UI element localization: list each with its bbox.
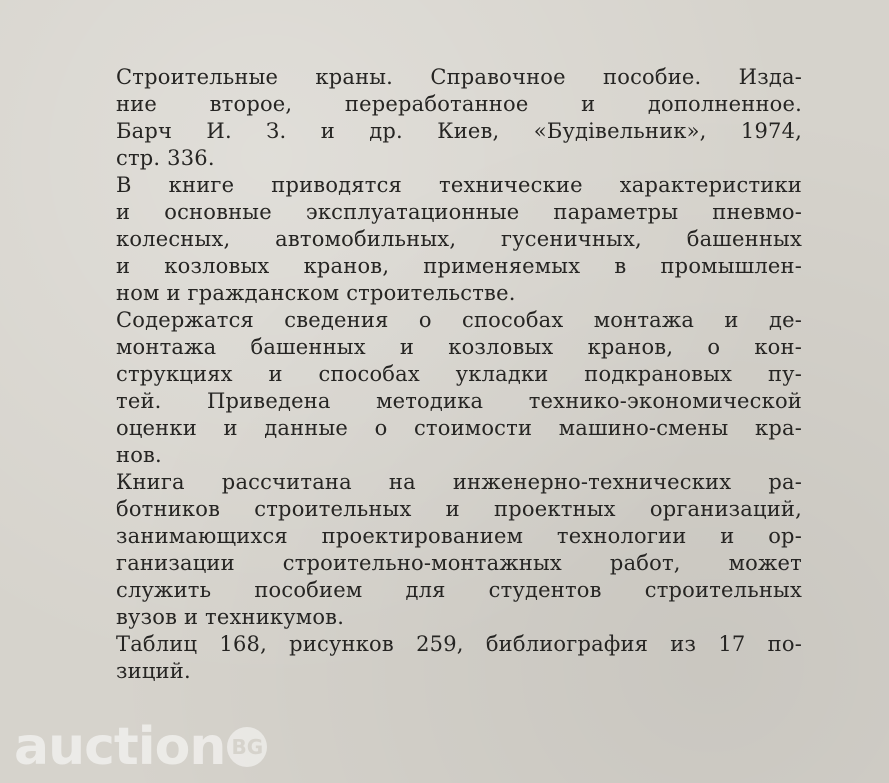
text-line: ном и гражданском строительстве. xyxy=(116,281,516,305)
text-line: ботников строительных и проектных организаций, xyxy=(116,497,802,521)
text-line: вузов и техникумов. xyxy=(116,605,345,629)
watermark-badge: BG xyxy=(227,727,267,767)
text-line: и основные эксплуатационные параметры пневмо- xyxy=(116,200,802,224)
paragraph-contents xyxy=(116,172,802,307)
text-line: Барч И. З. и др. Киев, «Будівельник», 1974, xyxy=(116,119,802,143)
text-line: служить пособием для студентов строительных xyxy=(116,578,802,602)
text-line: Строительные краны. Справочное пособие. Изда- xyxy=(116,65,802,89)
text-line: ганизации строительно-монтажных работ, может xyxy=(116,551,802,575)
paragraph-bibliographic xyxy=(116,64,802,172)
text-line: нов. xyxy=(116,443,162,467)
text-line: Таблиц 168, рисунков 259, библиография из 17 по- xyxy=(116,632,802,656)
text-line: монтажа башенных и козловых кранов, о кон- xyxy=(116,335,802,359)
text-line: Книга рассчитана на инженерно-технических ра- xyxy=(116,470,802,494)
paragraph-details xyxy=(116,307,802,469)
text-line: тей. Приведена методика технико-экономической xyxy=(116,389,802,413)
text-line: зиций. xyxy=(116,659,191,683)
text-line: колесных, автомобильных, гусеничных, башенных xyxy=(116,227,802,251)
text-line: В книге приводятся технические характеристики xyxy=(116,173,802,197)
watermark-text: auction xyxy=(14,717,226,777)
text-line: ние второе, переработанное и дополненное. xyxy=(116,92,802,116)
text-line: струкциях и способах укладки подкрановых пу- xyxy=(116,362,802,386)
text-line: Содержатся сведения о способах монтажа и де- xyxy=(116,308,802,332)
auction-watermark-logo xyxy=(14,716,267,778)
annotation-text xyxy=(116,64,802,685)
text-line: и козловых кранов, применяемых в промышлен- xyxy=(116,254,802,278)
paragraph-stats xyxy=(116,631,802,685)
text-line: занимающихся проектированием технологии и ор- xyxy=(116,524,802,548)
text-line: оценки и данные о стоимости машино-смены кра- xyxy=(116,416,802,440)
text-line: стр. 336. xyxy=(116,146,215,170)
paragraph-audience xyxy=(116,469,802,631)
